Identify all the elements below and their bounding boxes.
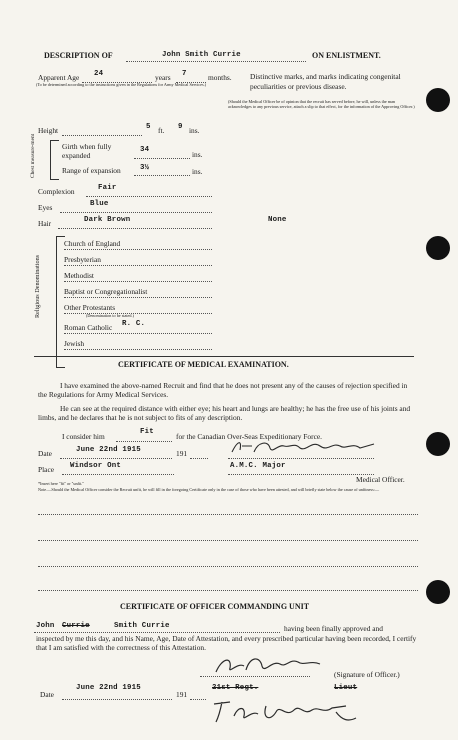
commanding-date-label: Date [40, 690, 54, 699]
commanding-year-prefix: 191 [176, 690, 188, 699]
girth-unit: ins. [192, 150, 203, 159]
medical-consider-prefix: I consider him [62, 432, 105, 441]
distinctive-heading: Distinctive marks, and marks indicating congenital peculiarities or previous disease. [250, 72, 401, 91]
age-months-label: months. [208, 73, 232, 82]
commanding-name-rest: Smith Currie [114, 622, 170, 630]
complexion-label: Complexion [38, 187, 75, 196]
height-ins-value: 9 [178, 123, 183, 131]
commanding-paragraph-tail: having been finally approved and [284, 624, 383, 633]
medical-officer-signature [228, 436, 378, 458]
medical-paragraph-1: I have examined the above-named Recruit and find that he does not present any of the causes of rejection specified in the Regulations for Army Medical Services. [38, 381, 408, 399]
religion-presbyterian: Presbyterian [64, 255, 101, 264]
punch-hole-bottom [426, 580, 450, 604]
religion-side-label: Religious Denominations [34, 254, 41, 318]
medical-place-label: Place [38, 465, 55, 474]
height-ft-value: 5 [146, 123, 151, 131]
medical-date-label: Date [38, 449, 52, 458]
religion-other-protestants: Other Protestants [64, 303, 116, 312]
commanding-signature-label: (Signature of Officer.) [334, 670, 400, 679]
religion-church-of-england: Church of England [64, 239, 121, 248]
religion-baptist: Baptist or Congregationalist [64, 287, 148, 296]
religion-other-note: (Denomination to be stated.) [86, 313, 134, 318]
eyes-value: Blue [90, 200, 109, 208]
commanding-name-first: John [36, 622, 55, 630]
medical-place-value: Windsor Ont [70, 462, 121, 470]
age-months-value: 7 [182, 70, 187, 78]
punch-hole-middle-upper [426, 236, 450, 260]
medical-year-prefix: 191 [176, 449, 188, 458]
commanding-date-value: June 22nd 1915 [76, 684, 141, 692]
punch-hole-top [426, 88, 450, 112]
medical-officer-label: Medical Officer. [356, 475, 405, 484]
age-years-label: years [155, 73, 171, 82]
distinctive-note: (Should the Medical Officer be of opinion that the recruit has served before, he will, unless the man acknowledges to any previous service, attach a slip to that effect, for the information of the Approving Officer.) [228, 99, 415, 109]
hair-label: Hair [38, 219, 52, 228]
apparent-age-label: Apparent Age [38, 73, 80, 82]
commanding-officer-signature [210, 652, 330, 678]
eyes-label: Eyes [38, 203, 53, 212]
header-on-enlistment: ON ENLISTMENT. [312, 51, 381, 60]
header-description-of: DESCRIPTION OF [44, 51, 113, 60]
medical-certificate-title: CERTIFICATE OF MEDICAL EXAMINATION. [118, 360, 289, 369]
height-label: Height [38, 126, 59, 135]
medical-consider-value: Fit [140, 428, 154, 436]
commanding-rank-value: Lieut [334, 684, 358, 692]
complexion-value: Fair [98, 184, 117, 192]
height-ft-label: ft. [158, 126, 165, 135]
commanding-certificate-title: CERTIFICATE OF OFFICER COMMANDING UNIT [120, 602, 310, 611]
chest-side-label: Chest measure-ment [30, 133, 36, 178]
distinctive-value: None [268, 216, 287, 224]
age-years-value: 24 [94, 70, 104, 78]
girth-label: Girth when fully expanded [62, 142, 112, 160]
range-value: 3½ [140, 164, 150, 172]
recruit-name: John Smith Currie [162, 51, 241, 59]
range-unit: ins. [192, 167, 203, 176]
medical-footnote: *Insert here "fit" or "unfit." [38, 481, 85, 486]
medical-date-value: June 22nd 1915 [76, 446, 141, 454]
religion-roman-catholic-value: R. C. [122, 320, 146, 328]
hair-value: Dark Brown [84, 216, 131, 224]
age-note: (To be determined according to the instructions given in the Regulations for Army Medical Services.) [36, 82, 207, 87]
approving-officer-signature [206, 694, 366, 726]
commanding-paragraph-2: inspected by me this day, and his Name, Age, Date of Attestation, and every prescribed particular having been recorded, I certify that I am satisfied with the correctness of this Attestation. [36, 634, 417, 652]
religion-methodist: Methodist [64, 271, 94, 280]
commanding-name-struck: Currie [62, 622, 90, 630]
commanding-rank-struck: 21st Regt. [212, 684, 259, 692]
medical-paragraph-2: He can see at the required distance with either eye; his heart and lungs are healthy; he has the free use of his joints and limbs, and he declares that he is not subject to fits of any description. [38, 404, 411, 422]
range-label: Range of expansion [62, 166, 121, 175]
girth-value: 34 [140, 146, 150, 154]
medical-officer-rank: A.M.C. Major [230, 462, 286, 470]
height-ins-label: ins. [189, 126, 200, 135]
religion-roman-catholic-label: Roman Catholic [64, 323, 113, 332]
medical-consider-suffix: for the Canadian Over-Seas Expeditionary Force. [176, 432, 322, 441]
medical-unfit-note: Note.—Should the Medical Officer consider the Recruit unfit, he will fill in the foregoing Certificate only in the case of those who have been attested, and will briefly state below the cause of unfitness:— [38, 487, 380, 492]
punch-hole-middle-lower [426, 432, 450, 456]
religion-jewish-label: Jewish [64, 339, 85, 348]
